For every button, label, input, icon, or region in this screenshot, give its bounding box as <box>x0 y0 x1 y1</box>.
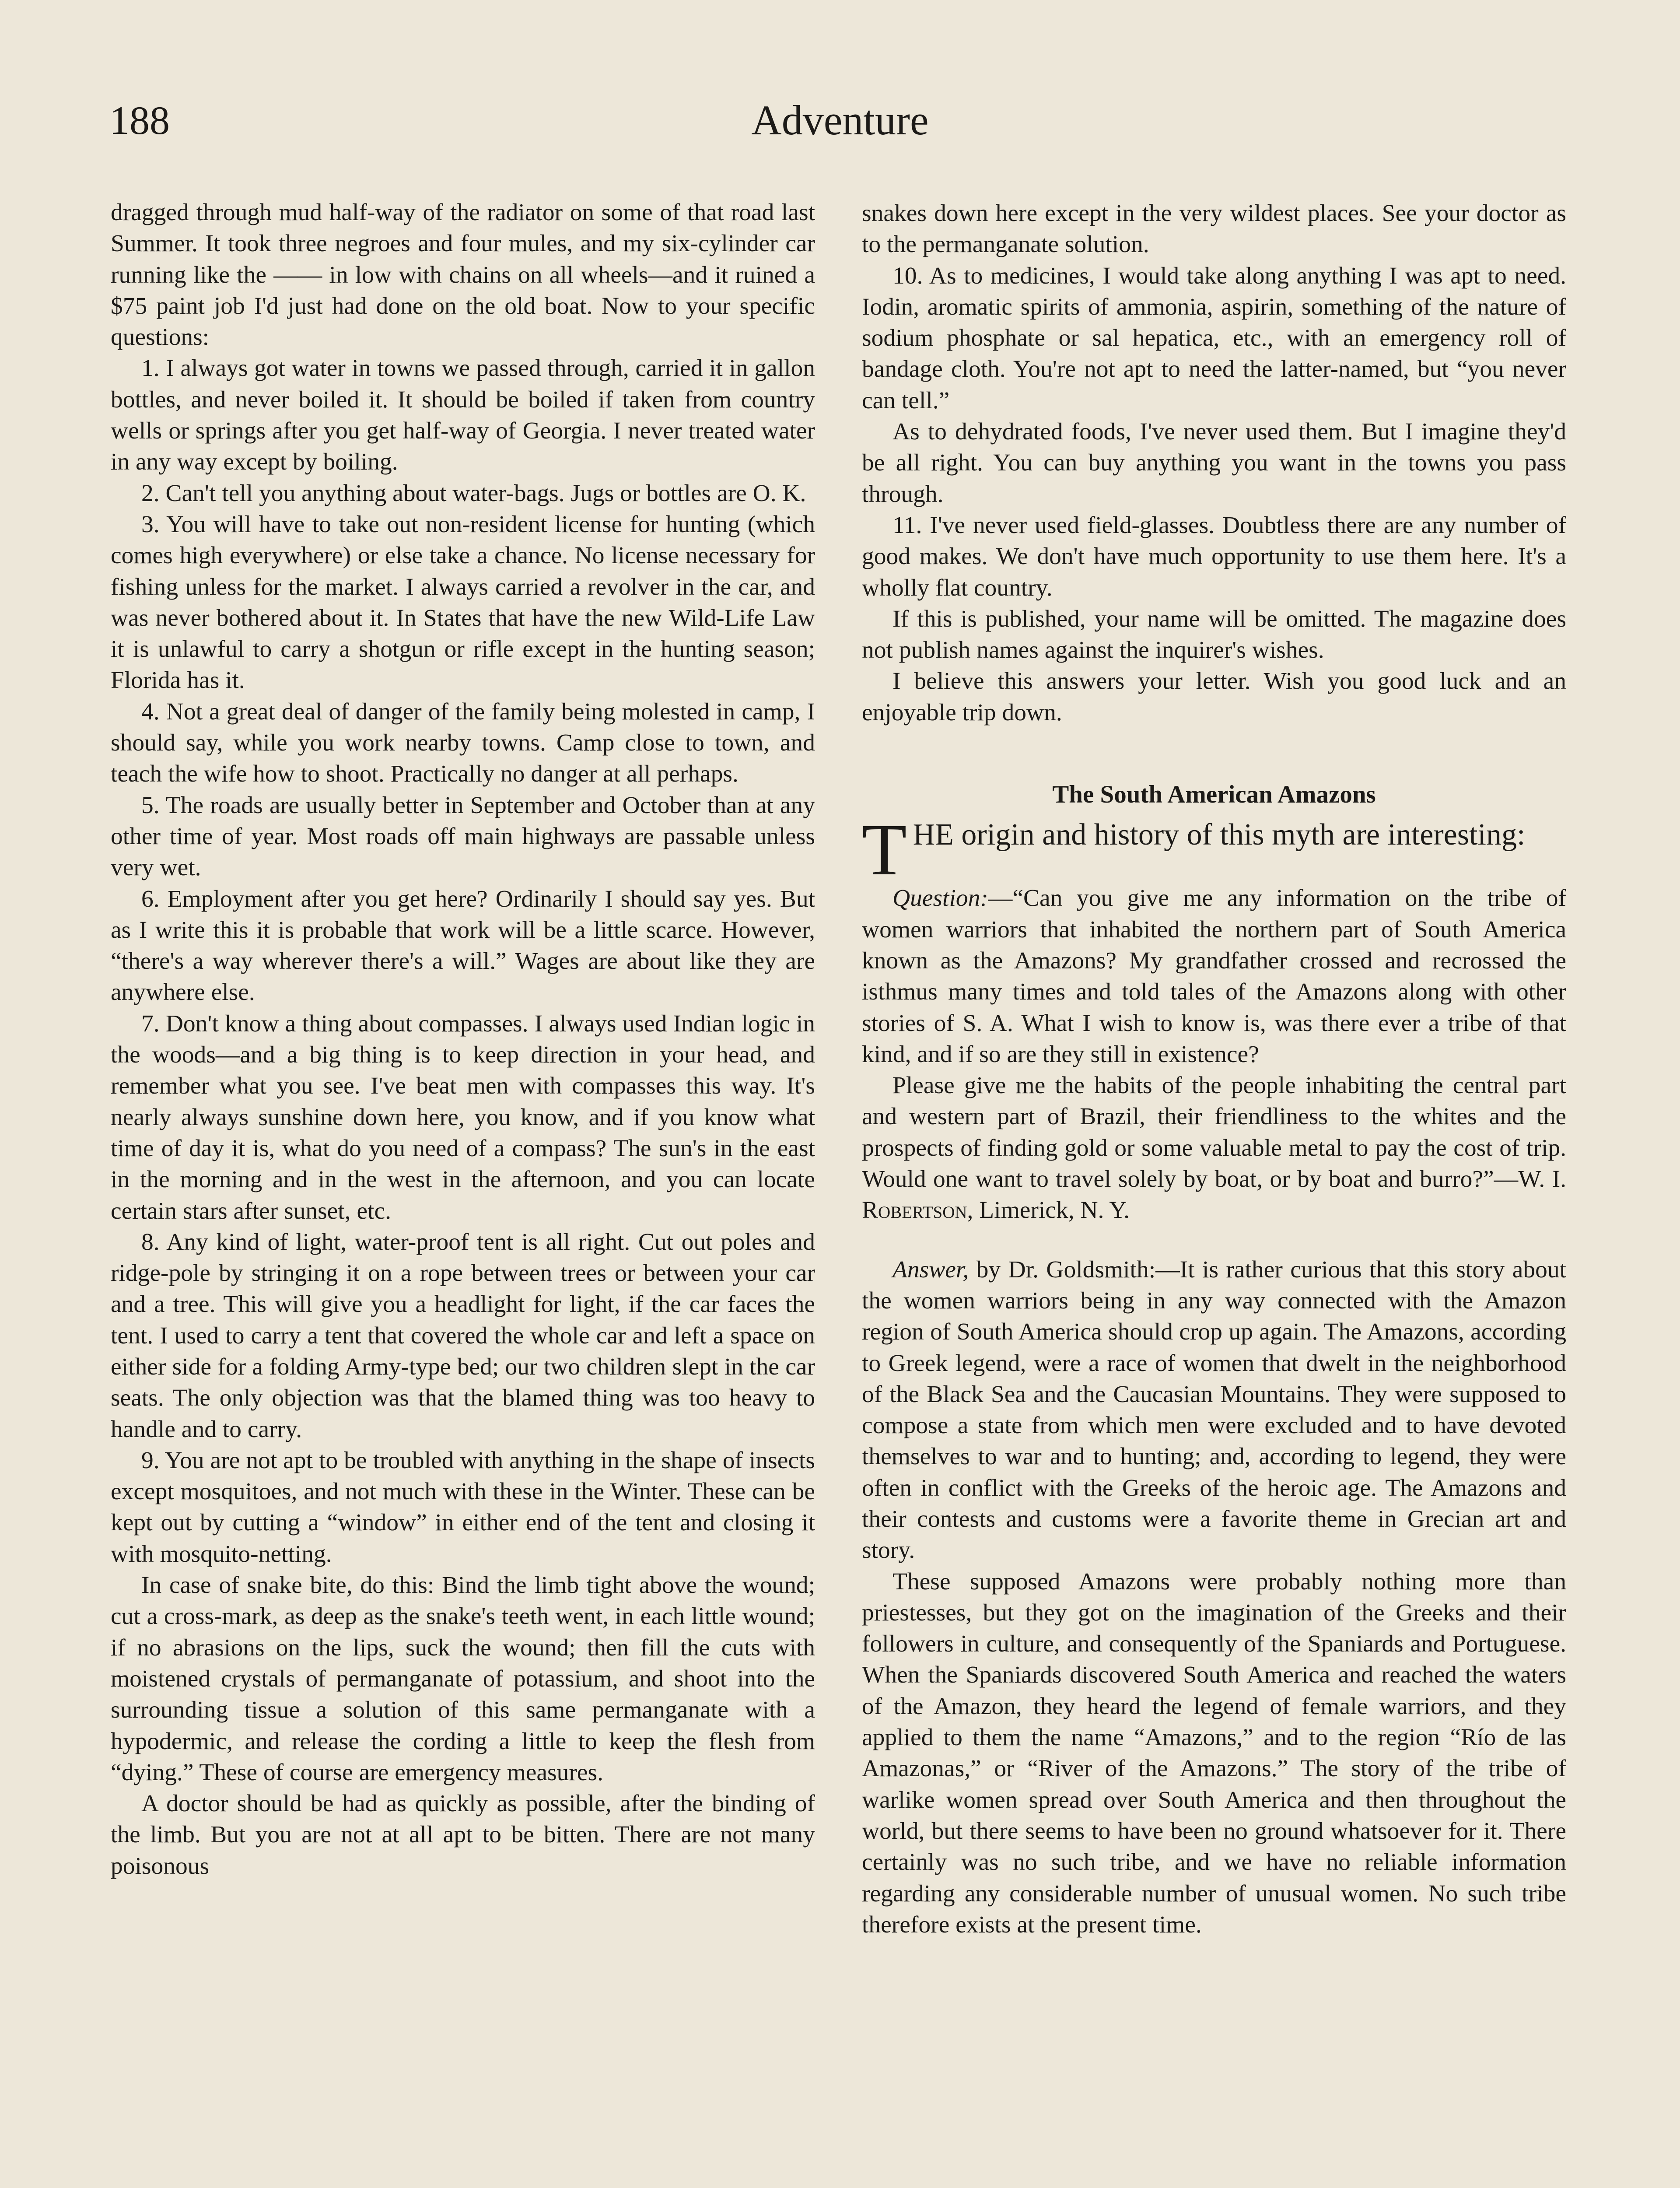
questioner-name: Robertson <box>862 1197 967 1224</box>
paragraph: dragged through mud half-way of the radiator on some of that road last Summer. It took three negroes and four mules, and my six-cylinder car running like the —— in low with chains on all wheels—and it ruined a $75 paint job I'd just had done on the old boat. Now to your specific questions: <box>111 199 815 351</box>
paragraph: 11. I've never used field-glasses. Doubtless there are any number of good makes. We don't have much opportunity to use them here. It's a wholly flat country. <box>862 512 1566 601</box>
paragraph: 8. Any kind of light, water-proof tent is all right. Cut out poles and ridge-pole by stringing it on a rope between trees or between your car and a tree. This will give you a headlight for light, if the car faces the tent. I used to carry a tent that covered the whole car and left a space on either side for a folding Army-type bed; our two children slept in the car seats. The only objection was that the blamed thing was too heavy to handle and to carry. <box>111 1228 815 1443</box>
paragraph: If this is published, your name will be omitted. The magazine does not publish names against the inquirer's wishes. <box>862 605 1566 664</box>
paragraph: 10. As to medicines, I would take along anything I was apt to need. Iodin, aromatic spirits of ammonia, aspirin, something of the nature of sodium phosphate or sal hepatica, etc., with an emergency roll of bandage cloth. You're not apt to need the latter-named, but “you never can tell.” <box>862 262 1566 414</box>
paragraph: 5. The roads are usually better in September and October than at any other time of year. Most roads off main highways are passable unless very wet. <box>111 792 815 881</box>
paragraph: snakes down here except in the very wildest places. See your doctor as to the permanganate solution. <box>862 200 1566 258</box>
question-label: Question: <box>892 885 988 912</box>
answer-text: by Dr. Goldsmith:—It is rather curious that this story about the women warriors being in any way connected with the Amazon region of South America should crop up again. The Amazons, according to Greek legend, were a race of women that dwelt in the neighborhood of the Black Sea and the Caucasian Mountains. They were supposed to compose a state from which men were excluded and to have devoted themselves to war and to hunting; and, according to legend, they were often in conflict with the Greeks of the heroic age. The Amazons and their contests and customs were a favorite theme in Grecian art and story. <box>862 1256 1566 1564</box>
running-title: Adventure <box>751 97 929 144</box>
questioner-place: , Limerick, N. Y. <box>967 1197 1130 1224</box>
drop-cap: T <box>862 809 907 891</box>
paragraph: I believe this answers your letter. Wish you good luck and an enjoyable trip down. <box>862 668 1566 726</box>
paragraph: In case of snake bite, do this: Bind the limb tight above the wound; cut a cross-mark, as deep as the snake's teeth went, in each little wound; if no abrasions on the lips, suck the wound; then fill the cuts with moistened crystals of permanganate of potassium, and shoot into the surrounding tissue a solution of this same permanganate with a hypodermic, and release the cording a little to keep the flesh from “dying.” These of course are emergency measures. <box>111 1572 815 1786</box>
spacer <box>862 1226 1566 1254</box>
question-paragraph <box>862 883 1566 1070</box>
paragraph: 7. Don't know a thing about compasses. I always used Indian logic in the woods—and a big thing is to keep direction in your head, and remember what you see. I've beat men with compasses this way. It's nearly always sunshine down here, you know, and if you know what time of day it is, what do you need of a compass? The sun's in the east in the morning and in the west in the afternoon, and you can locate certain stars after sunset, etc. <box>111 1010 815 1224</box>
left-column <box>111 197 815 1882</box>
intro-text: HE origin and history of this myth are interesting: <box>913 818 1526 852</box>
question-text-2: Please give me the habits of the people inhabiting the central part and western part of Brazil, their friendliness to the whites and the prospects of finding gold or some valuable metal to pay the cost of trip. Would one want to travel solely by boat, or by boat and burro?”—W. I. <box>862 1072 1566 1193</box>
page-header <box>109 90 1571 151</box>
answer-label: Answer, <box>892 1256 969 1283</box>
page-number: 188 <box>109 98 170 143</box>
paragraph: 2. Can't tell you anything about water-bags. Jugs or bottles are O. K. <box>141 480 806 507</box>
paragraph: As to dehydrated foods, I've never used them. But I imagine they'd be all right. You can buy anything you want in the towns you pass through. <box>862 418 1566 508</box>
section-title: The South American Amazons <box>1052 781 1376 809</box>
question-paragraph-2 <box>862 1070 1566 1226</box>
paragraph: 6. Employment after you get here? Ordinarily I should say yes. But as I write this it is probable that work will be a little scarce. However, “there's a way wherever there's a will.” Wages are about like they are anywhere else. <box>111 885 815 1006</box>
paragraph: 1. I always got water in towns we passed through, carried it in gallon bottles, and never boiled it. It should be boiled if taken from country wells or springs after you get half-way of Georgia. I never treated water in any way except by boiling. <box>111 355 815 476</box>
right-column <box>862 198 1566 1940</box>
paragraph: A doctor should be had as quickly as possible, after the binding of the limb. But you are not at all apt to be bitten. There are not many poisonous <box>111 1790 815 1879</box>
paragraph: 9. You are not apt to be troubled with anything in the shape of insects except mosquitoes, and not much with these in the Winter. These can be kept out by cutting a “window” in either end of the tent and closing it with mosquito-netting. <box>111 1447 815 1567</box>
paragraph: 4. Not a great deal of danger of the family being molested in camp, I should say, while you work nearby towns. Camp close to town, and teach the wife how to shoot. Practically no danger at all perhaps. <box>111 698 815 788</box>
intro-paragraph <box>862 809 1566 891</box>
answer-paragraph-2: These supposed Amazons were probably nothing more than priestesses, but they got on the imagination of the Greeks and their followers in culture, and consequently of the Spaniards and Portuguese. When the Spaniards discovered South America and reached the waters of the Amazon, they heard the legend of female warriors, and they applied to them the name “Amazons,” and to the region “Río de las Amazonas,” or “River of the Amazons.” The story of the tribe of warlike women spread over South America and then throughout the world, but there seems to have been no ground whatsoever for it. There certainly was no such tribe, and we have no reliable information regarding any considerable number of unusual women. No such tribe therefore exists at the present time. <box>862 1568 1566 1938</box>
question-text: —“Can you give me any information on the tribe of women warriors that inhabited the northern part of South America known as the Amazons? My grandfather crossed and recrossed the isthmus many times and told tales of the Amazons along with other stories of S. A. What I wish to know is, was there ever a tribe of that kind, and if so are they still in existence? <box>862 885 1566 1068</box>
paragraph: 3. You will have to take out non-resident license for hunting (which comes high everywhere) or else take a chance. No license necessary for fishing unless for the market. I always carried a revolver in the car, and was never bothered about it. In States that have the new Wild-Life Law it is unlawful to carry a shotgun or rifle except in the hunting season; Florida has it. <box>111 511 815 694</box>
answer-paragraph <box>862 1254 1566 1566</box>
